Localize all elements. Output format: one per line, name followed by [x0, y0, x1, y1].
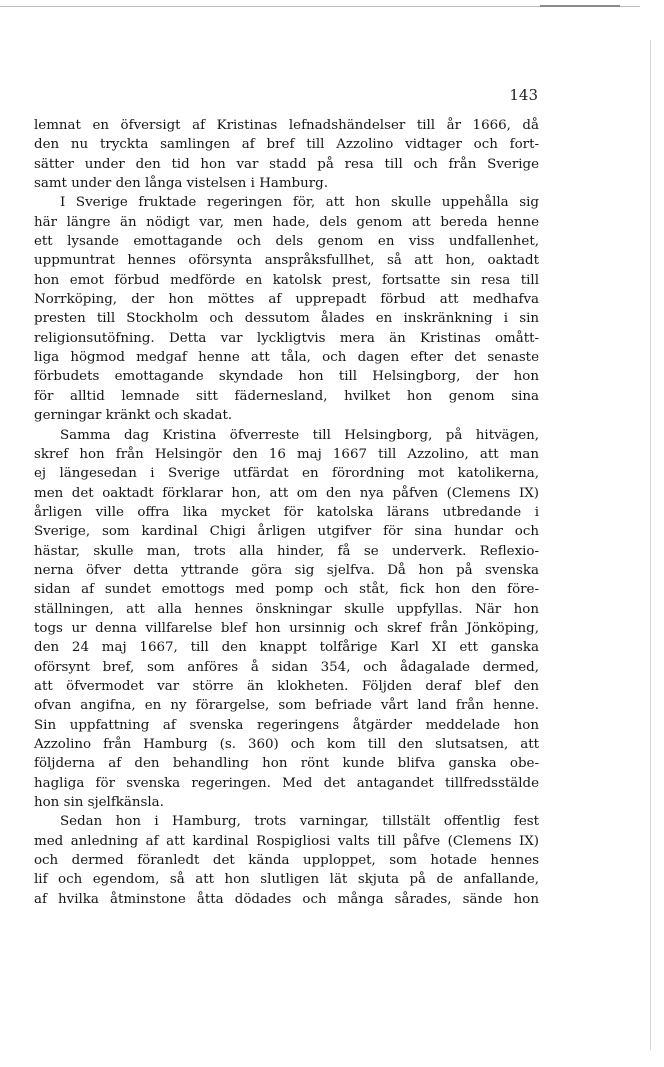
text-line: I Sverige fruktade regeringen för, att hon skulle uppehålla sig [60, 195, 539, 211]
text-line: Sverige, som kardinal Chigi årligen utgifver för sina hundar och [34, 524, 539, 540]
text-line: årligen ville offra lika mycket för katolska lärans utbredande i [34, 504, 539, 520]
text-line: Azzolino från Hamburg (s. 360) och kom till den slutsatsen, att [34, 737, 539, 752]
text-line: skref hon från Helsingör den 16 maj 1667 till Azzolino, att man [34, 446, 539, 462]
text-line: liga högmod medgaf henne att tåla, och dagen efter det senaste [34, 350, 539, 366]
text-line: med anledning af att kardinal Rospigliosi valts till påfve (Clemens IX) [34, 833, 539, 849]
text-line: den nu tryckta samlingen af bref till Azzolino vidtager och fort- [34, 137, 539, 153]
text-line: af hvilka åtminstone åtta dödades och många sårades, sände hon [34, 891, 539, 907]
text-line: gerningar kränkt och skadat. [34, 408, 233, 424]
page-number: 143 [509, 86, 538, 104]
text-line: och dermed föranledt det kända upploppet, som hotade hennes [34, 853, 539, 869]
text-line: presten till Stockholm och dessutom ålades en inskränkning i sin [34, 311, 539, 327]
text-line: togs ur denna villfarelse blef hon ursinnig och skref från Jönköping, [34, 620, 539, 636]
text-line: lif och egendom, så att hon slutligen lät skjuta på de anfallande, [34, 872, 539, 888]
text-line: hon sin sjelfkänsla. [34, 795, 164, 811]
text-line: Norrköping, der hon möttes af upprepadt förbud att medhafva [34, 292, 539, 308]
text-line: hon emot förbud medförde en katolsk prest, fortsatte sin resa till [34, 272, 539, 288]
text-line: oförsynt bref, som anföres å sidan 354, och ådagalade dermed, [34, 659, 539, 675]
text-line: Sin uppfattning af svenska regeringens åtgärder meddelade hon [34, 717, 539, 733]
text-line: men det oaktadt förklarar hon, att om den nya påfven (Clemens IX) [34, 485, 539, 501]
text-line: nerna öfver detta yttrande göra sig sjelfva. Då hon på svenska [34, 562, 539, 578]
page-top-edge-shadow [540, 5, 620, 7]
text-line: för alltid lemnade sitt fädernesland, hvilket hon genom sina [34, 388, 539, 404]
text-line: ett lysande emottagande och dels genom en viss undfallenhet, [34, 234, 539, 250]
text-line: uppmuntrat hennes oförsynta anspråksfullhet, så att hon, oaktadt [34, 253, 539, 269]
body-text [34, 116, 539, 909]
text-line: den 24 maj 1667, till den knappt tolfårige Karl XI ett ganska [34, 640, 539, 656]
text-line: följderna af den behandling hon rönt kunde blifva ganska obe- [34, 756, 539, 772]
text-line: Sedan hon i Hamburg, trots varningar, tillstält offentlig fest [60, 814, 539, 830]
text-line: hagliga för svenska regeringen. Med det antagandet tillfredsstälde [34, 775, 539, 791]
text-line: här längre än nödigt var, men hade, dels genom att bereda henne [34, 214, 539, 230]
text-line: ofvan angifna, en ny förargelse, som befriade vårt land från henne. [34, 698, 539, 714]
text-line: samt under den långa vistelsen i Hamburg. [34, 176, 328, 192]
text-line: sätter under den tid hon var stadd på resa till och från Sverige [34, 156, 539, 172]
text-line: ej längesedan i Sverige utfärdat en förordning mot katolikerna, [34, 466, 539, 482]
page-right-edge [650, 40, 651, 1050]
text-line: förbudets emottagande skyndade hon till Helsingborg, der hon [34, 369, 539, 385]
text-line: ställningen, att alla hennes önskningar skulle uppfyllas. När hon [34, 601, 539, 617]
text-line: sidan af sundet emottogs med pomp och ståt, fick hon den före- [34, 582, 539, 598]
text-line: religionsutöfning. Detta var lyckligtvis mera än Kristinas omått- [34, 330, 539, 346]
text-line: Samma dag Kristina öfverreste till Helsingborg, på hitvägen, [60, 427, 539, 443]
text-line: lemnat en öfversigt af Kristinas lefnadshändelser till år 1666, då [34, 118, 539, 133]
text-line: hästar, skulle man, trots alla hinder, få se underverk. Reflexio- [34, 543, 539, 559]
text-line: att öfvermodet var större än klokheten. Följden deraf blef den [34, 678, 539, 694]
